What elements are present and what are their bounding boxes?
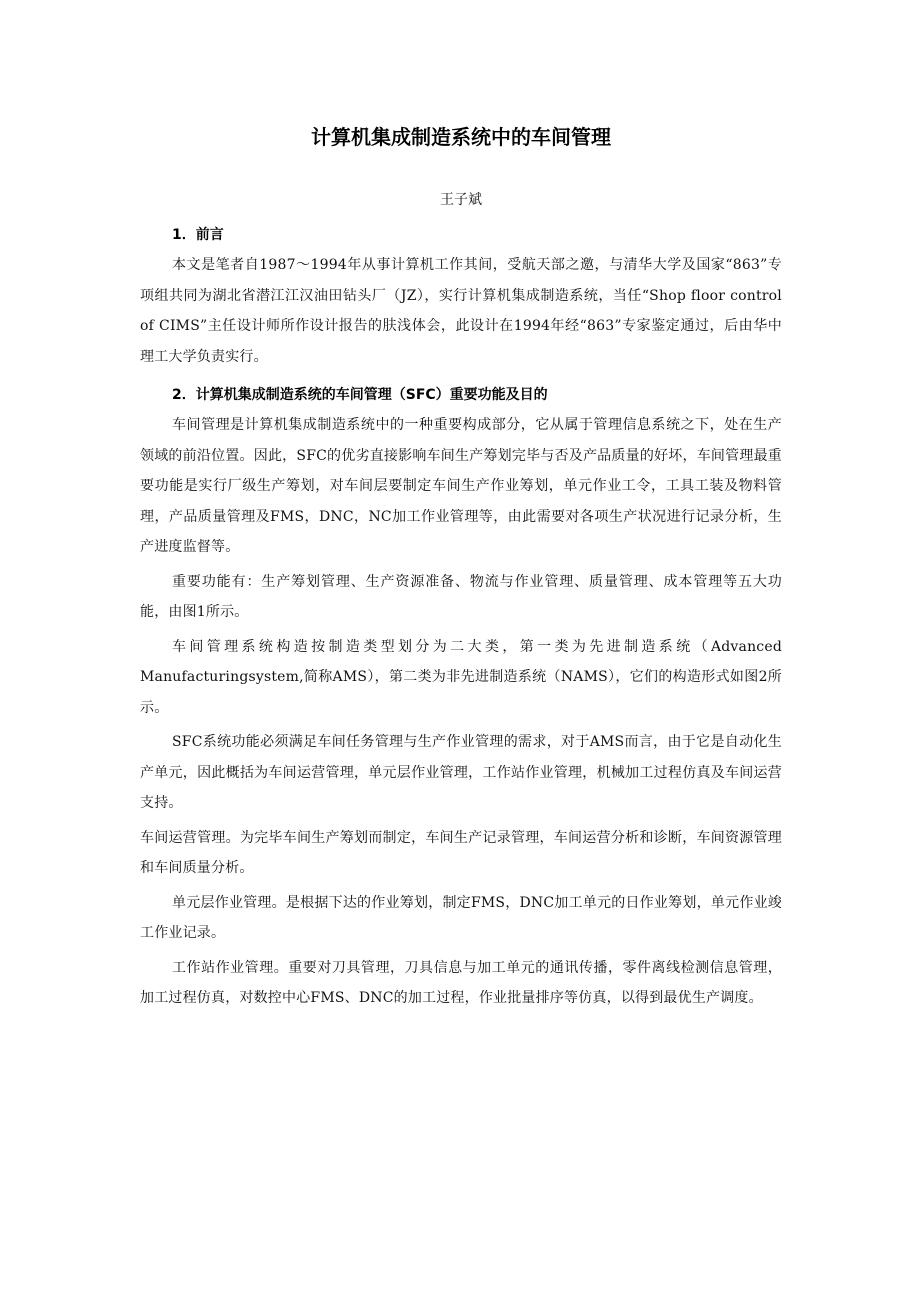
section-heading-preface: 1．前言 <box>172 227 224 243</box>
section-heading-sfc-functions: 2．计算机集成制造系统的车间管理（SFC）重要功能及目的 <box>172 387 548 403</box>
paragraph-system-structure: 车间管理系统构造按制造类型划分为二大类，第一类为先进制造系统（Advanced Manufacturingsystem,简称AMS），第二类为非先进制造系统（NAMS），它们的构造形式如图2所示。 <box>140 638 782 716</box>
paragraph-sfc-overview: 车间管理是计算机集成制造系统中的一种重要构成部分，它从属于管理信息系统之下，处在生产领域的前沿位置。因此，SFC的优劣直接影响车间生产筹划完毕与否及产品质量的好坏，车间管理最重要功能是实行厂级生产筹划，对车间层要制定车间生产作业筹划，单元作业工令，工具工装及物料管理，产品质量管理及FMS，DNC，NC加工作业管理等，由此需要对各项生产状况进行记录分析，生产进度监督等。 <box>140 417 782 555</box>
paragraph-cell-management: 单元层作业管理。是根据下达的作业筹划，制定FMS，DNC加工单元的日作业筹划，单元作业竣工作业记录。 <box>140 894 782 941</box>
paragraph-sfc-requirements: SFC系统功能必须满足车间任务管理与生产作业管理的需求，对于AMS而言，由于它是自动化生产单元，因此概括为车间运营管理，单元层作业管理，工作站作业管理，机械加工过程仿真及车间运营支持。 <box>140 734 782 811</box>
document-title: 计算机集成制造系统中的车间管理 <box>311 125 611 149</box>
paragraph-preface: 本文是笔者自1987～1994年从事计算机工作其间，受航天部之邀，与清华大学及国家“863”专项组共同为湖北省潜江江汉油田钻头厂（JZ），实行计算机集成制造系统，当任“Shop floor control of CIMS”主任设计师所作设计报告的肤浅体会，此设计在1994年经“863”专家鉴定通过，后由华中理工大学负责实行。 <box>140 257 782 365</box>
paragraph-workstation-management: 工作站作业管理。重要对刀具管理，刀具信息与加工单元的通讯传播，零件离线检测信息管理，加工过程仿真，对数控中心FMS、DNC的加工过程，作业批量排序等仿真，以得到最优生产调度。 <box>140 959 782 1006</box>
document-author: 王子斌 <box>440 192 482 208</box>
paragraph-workshop-operations: 车间运营管理。为完毕车间生产筹划而制定，车间生产记录管理，车间运营分析和诊断，车间资源管理和车间质量分析。 <box>140 829 782 876</box>
paragraph-main-functions: 重要功能有：生产筹划管理、生产资源准备、物流与作业管理、质量管理、成本管理等五大功能，由图1所示。 <box>140 573 782 620</box>
